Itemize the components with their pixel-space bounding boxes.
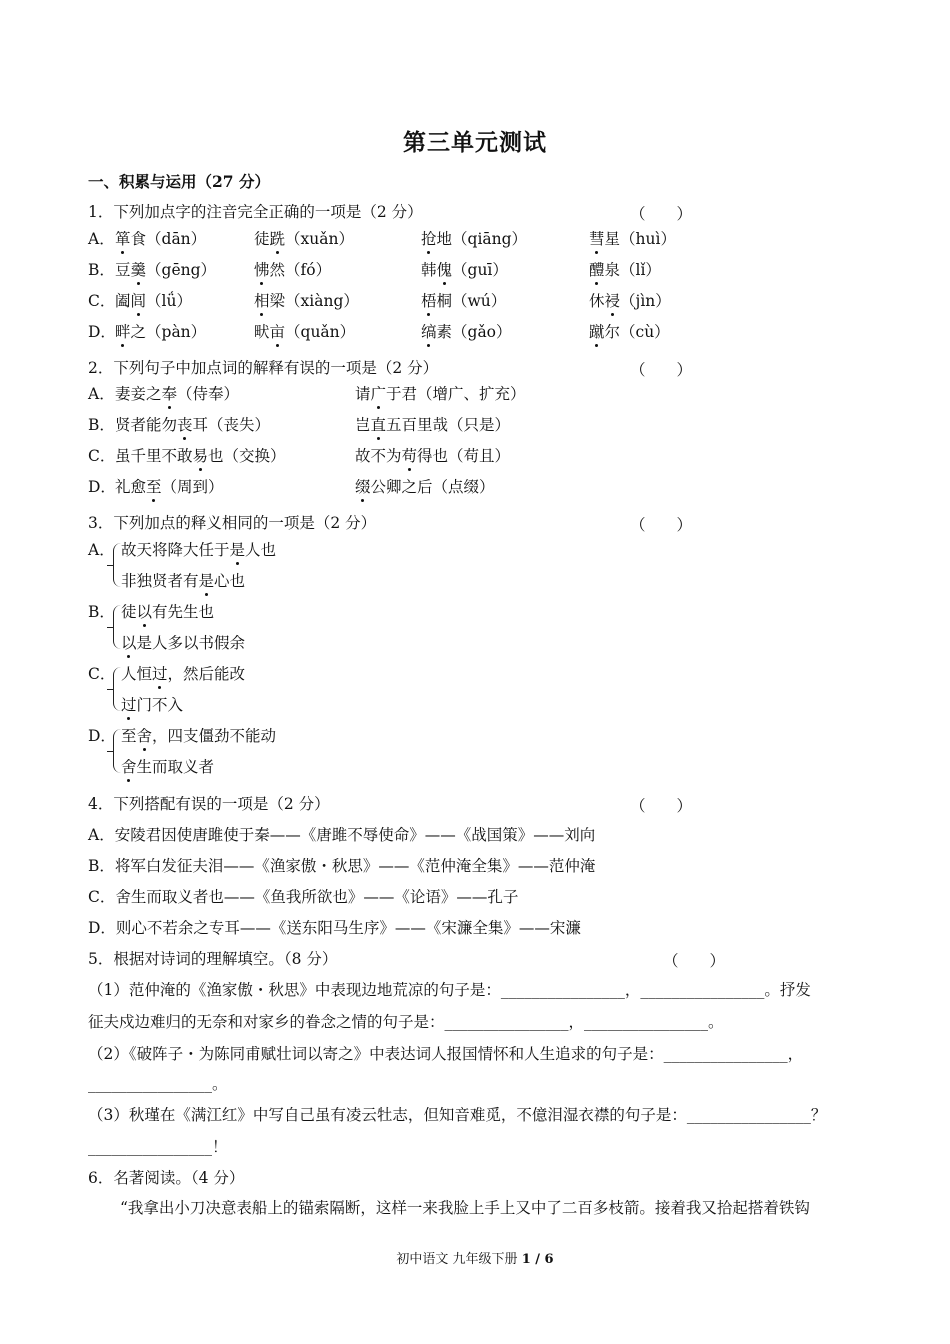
option-item: 箪食（dān）: [115, 230, 207, 248]
option-item: 休祲（jìn）: [589, 292, 671, 310]
emphasis-dot-char: 跣: [269, 230, 286, 248]
emphasis-dot-char: 丧: [177, 416, 193, 434]
option-row: C．舍生而取义者也——《鱼我所欲也》——《论语》——孔子: [88, 888, 519, 906]
option-item: 韩傀（guī）: [421, 261, 508, 279]
emphasis-dot-char: 过: [152, 665, 168, 683]
brace-mark: [113, 605, 121, 649]
emphasis-dot-char: 广: [370, 385, 387, 403]
option-label: D．: [88, 727, 116, 745]
option-item: 相梁（xiàng）: [254, 292, 359, 310]
emphasis-dot-char: 羹: [130, 261, 147, 279]
option-label: A．: [88, 230, 115, 248]
q4-answer-paren: （ ）: [630, 797, 693, 815]
option-label: C．: [88, 292, 116, 310]
option-item: 徒跣（xuǎn）: [254, 230, 354, 248]
emphasis-dot-char: 闾: [130, 292, 147, 310]
option-sentence-b: 舍生而取义者: [121, 758, 215, 776]
q5-stem: 5．根据对诗词的理解填空。（8 分）: [88, 950, 338, 968]
q5-answer-paren: （ ）: [663, 952, 726, 970]
emphasis-dot-char: 畔: [115, 323, 131, 341]
option-item: 梧桐（wú）: [421, 292, 507, 310]
q2-answer-paren: （ ）: [630, 361, 693, 379]
option-item: 醴泉（lǐ）: [589, 261, 661, 279]
fill-line: 征夫戍边难归的无奈和对家乡的眷念之情的句子是：________________，________________。: [88, 1013, 724, 1031]
option-row: D．则心不若余之专耳——《送东阳马生序》——《宋濂全集》——宋濂: [88, 919, 581, 937]
q1-stem: 1．下列加点字的注音完全正确的一项是（2 分）: [88, 203, 423, 221]
option-label: C．: [88, 665, 116, 683]
brace-mark: [113, 729, 121, 773]
option-sentence-b: 非独贤者有是心也: [121, 572, 246, 590]
option-item: 阖闾（lǘ）: [115, 292, 192, 310]
emphasis-dot-char: 箪: [115, 230, 131, 248]
option-row: B．将军白发征夫泪——《渔家傲・秋思》——《范仲淹全集》——范仲淹: [88, 857, 596, 875]
q4-stem: 4．下列搭配有误的一项是（2 分）: [88, 795, 330, 813]
option-sentence-a: 至舍，四支僵劲不能动: [121, 727, 277, 745]
emphasis-dot-char: 至: [146, 478, 162, 496]
emphasis-dot-char: 抢: [421, 230, 437, 248]
option-item: 蹴尔（cù）: [589, 323, 670, 341]
emphasis-dot-char: 梧: [421, 292, 437, 310]
page-footer: [0, 1248, 950, 1267]
option-item: 畎亩（quǎn）: [254, 323, 356, 341]
emphasis-dot-char: 醴: [589, 261, 605, 279]
q2-stem: 2．下列句子中加点词的解释有误的一项是（2 分）: [88, 359, 439, 377]
emphasis-dot-char: 易: [192, 447, 209, 465]
emphasis-dot-char: 过: [121, 696, 137, 714]
option-sentence-a: 徒以有先生也: [121, 603, 215, 621]
option-item: 礼愈至（周到）: [115, 478, 224, 496]
option-sentence-b: 过门不入: [121, 696, 184, 714]
emphasis-dot-char: 以: [121, 634, 137, 652]
option-row: A．安陵君因使唐雎使于秦——《唐雎不辱使命》——《战国策》——刘向: [88, 826, 596, 844]
option-label: D．: [88, 478, 116, 496]
option-item: 请广于君（增广、扩充）: [355, 385, 526, 403]
section-heading: 一、积累与运用（27 分）: [88, 172, 270, 191]
option-item: 虽千里不敢易也（交换）: [115, 447, 286, 465]
q1-answer-paren: （ ）: [630, 205, 693, 223]
emphasis-dot-char: 以: [136, 603, 153, 621]
option-item: 妻妾之奉（侍奉）: [115, 385, 240, 403]
emphasis-dot-char: 舍: [136, 727, 153, 745]
fill-line: （3）秋瑾在《满江红》中写自己虽有凌云牡志，但知音难觅，不億泪湿衣襟的句子是：________________？: [88, 1106, 827, 1124]
emphasis-dot-char: 是: [229, 541, 246, 559]
emphasis-dot-char: 彗: [589, 230, 605, 248]
emphasis-dot-char: 舍: [121, 758, 137, 776]
option-label: D．: [88, 323, 116, 341]
q6-passage: “我拿出小刀决意表船上的锚索隔断，这样一来我脸上手上又中了二百多枝箭。接着我又拾起搭着铁钩: [120, 1199, 810, 1217]
q3-answer-paren: （ ）: [630, 516, 693, 534]
option-sentence-b: 以是人多以书假余: [121, 634, 246, 652]
option-label: B．: [88, 603, 115, 621]
emphasis-dot-char: 祲: [604, 292, 621, 310]
emphasis-dot-char: 相: [254, 292, 270, 310]
option-item: 豆羹（gēng）: [115, 261, 217, 279]
emphasis-dot-char: 苟: [401, 447, 418, 465]
emphasis-dot-char: 亩: [269, 323, 286, 341]
emphasis-dot-char: 缟: [421, 323, 437, 341]
brace-mark: [113, 667, 121, 711]
option-sentence-a: 故天将降大任于是人也: [121, 541, 277, 559]
option-item: 岂直五百里哉（只是）: [355, 416, 511, 434]
fill-line: （1）范仲淹的《渔家傲・秋思》中表现边地荒凉的句子是：________________，________________。抒发: [88, 981, 811, 999]
q3-stem: 3．下列加点的释义相同的一项是（2 分）: [88, 514, 377, 532]
emphasis-dot-char: 傀: [436, 261, 453, 279]
page-title: 第三单元测试: [403, 129, 547, 156]
emphasis-dot-char: 奉: [161, 385, 178, 403]
option-item: 缀公卿之后（点缀）: [355, 478, 495, 496]
option-item: 抢地（qiāng）: [421, 230, 528, 248]
option-sentence-a: 人恒过，然后能改: [121, 665, 246, 683]
emphasis-dot-char: 蹴: [589, 323, 605, 341]
fill-line: ________________。: [88, 1075, 228, 1093]
option-item: 贤者能勿丧耳（丧失）: [115, 416, 271, 434]
option-item: 缟素（gǎo）: [421, 323, 512, 341]
emphasis-dot-char: 是: [198, 572, 215, 590]
emphasis-dot-char: 缀: [355, 478, 371, 496]
page-number: 1 / 6: [521, 1252, 554, 1267]
q6-stem: 6．名著阅读。（4 分）: [88, 1169, 245, 1187]
option-label: B．: [88, 416, 115, 434]
option-item: 怫然（fó）: [254, 261, 332, 279]
emphasis-dot-char: 直: [370, 416, 387, 434]
footer-text: 初中语文 九年级下册: [396, 1252, 522, 1267]
option-label: A．: [88, 385, 115, 403]
option-label: A．: [88, 541, 115, 559]
option-label: B．: [88, 261, 115, 279]
fill-line: ________________！: [88, 1138, 228, 1156]
option-item: 畔之（pàn）: [115, 323, 207, 341]
option-item: 故不为苟得也（苟且）: [355, 447, 511, 465]
option-item: 彗星（huì）: [589, 230, 676, 248]
option-label: C．: [88, 447, 116, 465]
brace-mark: [113, 543, 121, 587]
emphasis-dot-char: 怫: [254, 261, 270, 279]
fill-line: （2）《破阵子・为陈同甫赋壮词以寄之》中表达词人报国情怀和人生追求的句子是：________________，: [88, 1045, 804, 1063]
